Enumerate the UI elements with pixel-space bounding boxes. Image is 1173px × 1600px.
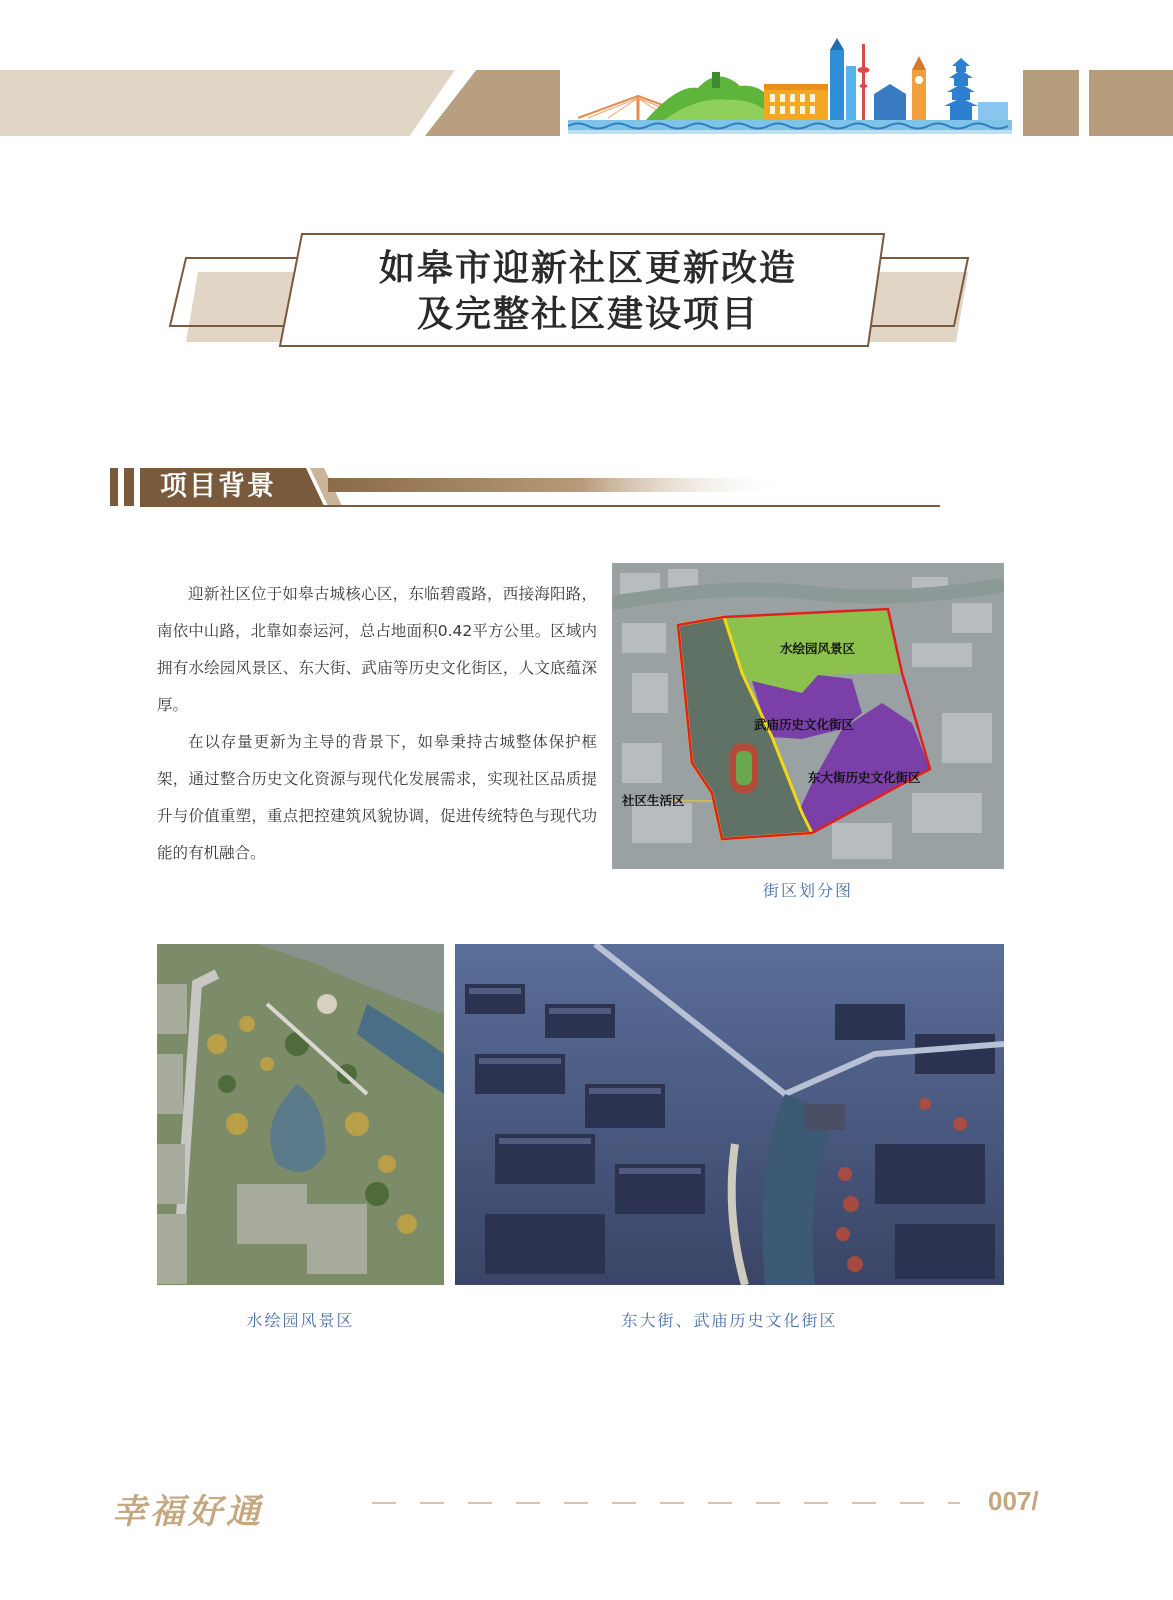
section-header	[110, 466, 940, 510]
page-title	[290, 236, 886, 348]
body-paragraph-2: 在以存量更新为主导的背景下，如皋秉持古城整体保护框架，通过整合历史文化资源与现代化发展需求，实现社区品质提升与价值重塑，重点把控建筑风貌协调，促进传统特色与现代功能的有机融合。	[157, 733, 597, 862]
footer-divider	[372, 1502, 960, 1504]
page-title-line-2: 及完整社区建设项目	[416, 294, 759, 335]
header-band-light	[0, 70, 455, 136]
header-square-left	[1023, 70, 1079, 136]
header-band	[0, 70, 560, 136]
park-aerial-photo	[157, 944, 444, 1285]
map-label-wumiao: 武庙历史文化街区	[754, 717, 855, 732]
park-caption: 水绘园风景区	[246, 1311, 355, 1330]
page-number: 007/	[988, 1486, 1039, 1516]
district-map-image	[612, 563, 1004, 869]
street-aerial-photo	[455, 944, 1004, 1285]
page-title-line-1: 如皋市迎新社区更新改造	[378, 248, 797, 289]
city-skyline-illustration	[568, 36, 1012, 138]
street-caption: 东大街、武庙历史文化街区	[621, 1311, 838, 1330]
map-label-shuihuiyuan: 水绘园风景区	[780, 641, 856, 656]
section-heading: 项目背景	[160, 471, 276, 502]
header-square-right	[1089, 70, 1173, 136]
body-paragraph-1: 迎新社区位于如皋古城核心区，东临碧霞路，西接海阳路，南依中山路，北靠如泰运河，总占地面积0.42平方公里。区域内拥有水绘园风景区、东大街、武庙等历史文化街区，人文底蕴深厚。	[157, 585, 597, 714]
body-text	[157, 576, 597, 872]
footer-brand: 幸福好通	[112, 1492, 264, 1532]
map-caption: 街区划分图	[762, 881, 853, 900]
map-label-dongdajie: 东大街历史文化街区	[808, 770, 921, 785]
map-label-shequ: 社区生活区	[622, 793, 685, 808]
